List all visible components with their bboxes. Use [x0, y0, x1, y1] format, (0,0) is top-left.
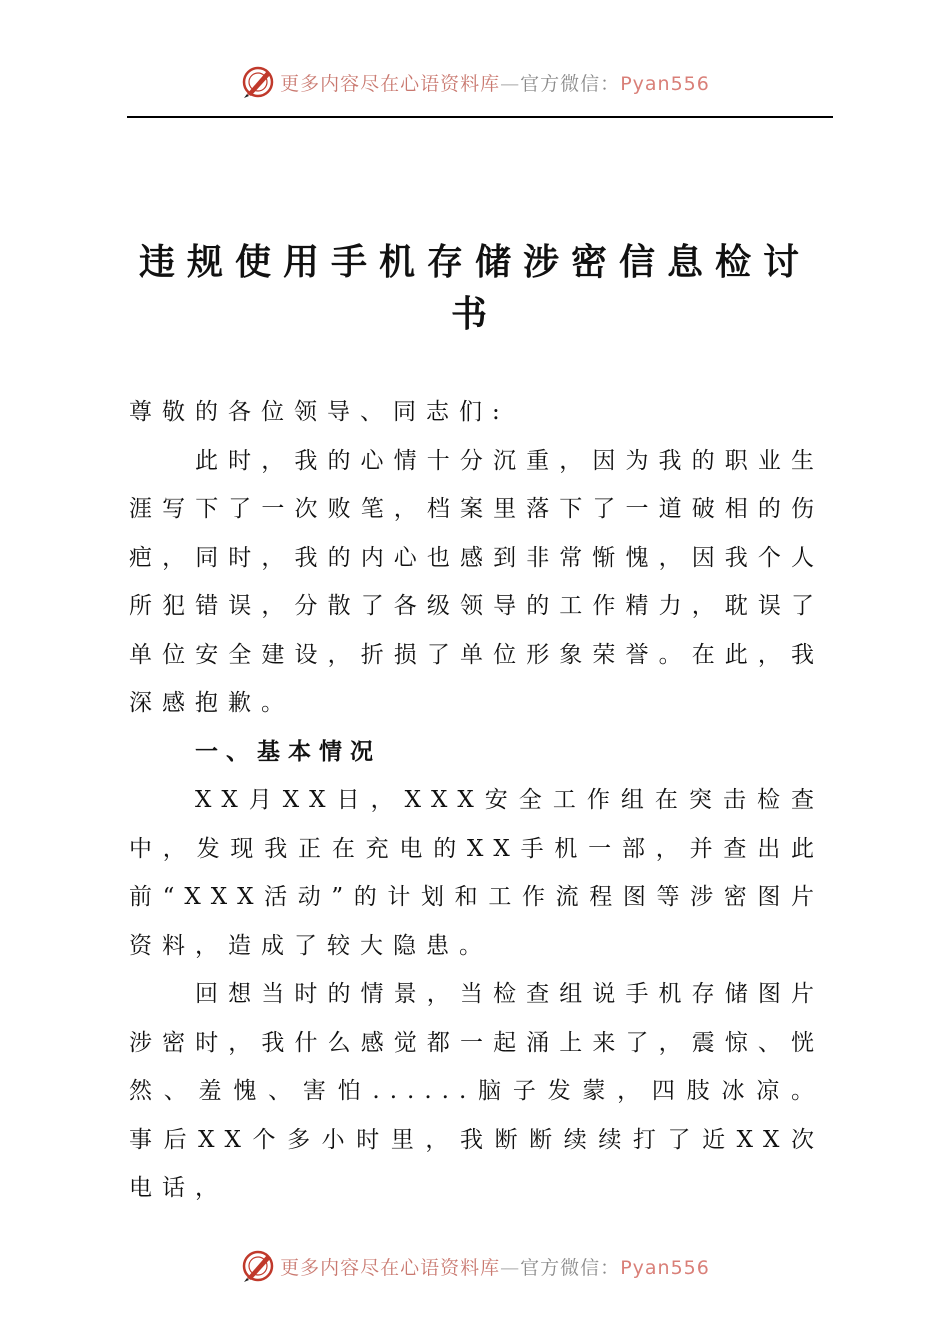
banner-wechat-id: Pyan556 [620, 1256, 710, 1279]
document-title: 违规使用手机存储涉密信息检讨书 [138, 241, 811, 335]
banner-library-text: 更多内容尽在心语资料库 [280, 72, 501, 95]
banner-wechat-label: 官方微信： [520, 1256, 621, 1279]
header-watermark [0, 62, 950, 102]
banner-dash: — [500, 1256, 521, 1279]
banner-wechat-label: 官方微信： [520, 72, 621, 95]
footer-watermark [0, 1246, 950, 1286]
salutation: 尊敬的各位领导、同志们: [129, 399, 510, 425]
section-heading-basic-situation: 一、基本情况 [195, 737, 381, 765]
paragraph-reflection: 回想当时的情景，当检查组说手机存储图片涉密时，我什么感觉都一起涌上来了，震惊、恍然、羞愧、害怕......脑子发蒙，四肢冰凉。事后XX个多小时里，我断断续续打了近XX次电话， [129, 981, 824, 1201]
banner-dash: — [500, 72, 521, 95]
header-divider [127, 116, 833, 118]
pen-logo-icon [240, 1248, 276, 1284]
pen-logo-icon [240, 64, 276, 100]
paragraph-incident: XX月XX日，XXX安全工作组在突击检查中，发现我正在充电的XX手机一部，并查出此前“XXX活动”的计划和工作流程图等涉密图片资料，造成了较大隐患。 [129, 787, 824, 959]
document-body [129, 388, 824, 1213]
paragraph-opening: 此时，我的心情十分沉重，因为我的职业生涯写下了一次败笔，档案里落下了一道破相的伤疤，同时，我的内心也感到非常惭愧，因我个人所犯错误，分散了各级领导的工作精力，耽误了单位安全建设，折损了单位形象荣誉。在此，我深感抱歉。 [129, 447, 824, 716]
banner-wechat-id: Pyan556 [620, 72, 710, 95]
banner-library-text: 更多内容尽在心语资料库 [280, 1256, 501, 1279]
